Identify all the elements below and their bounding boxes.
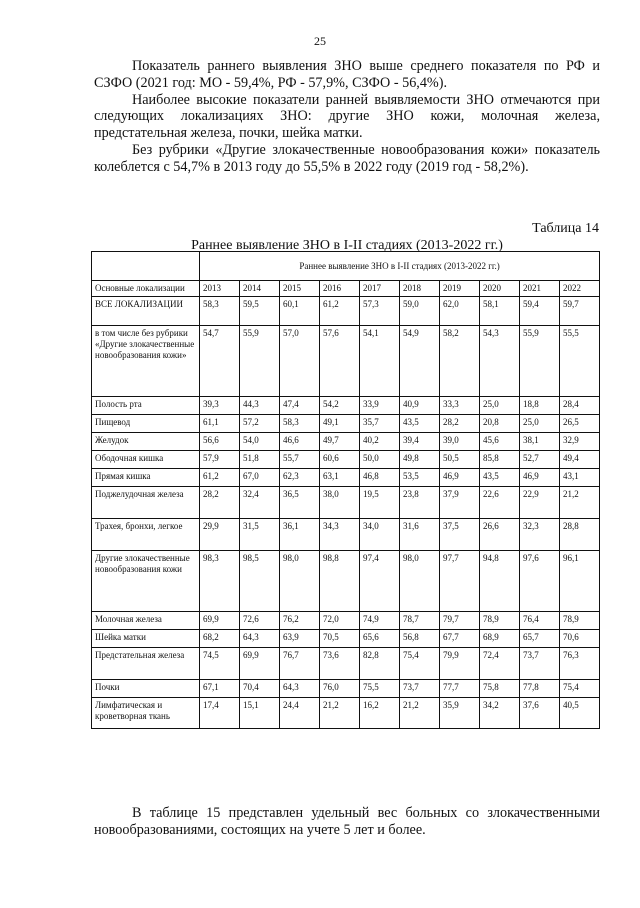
table-cell: 38,1 xyxy=(520,433,560,451)
table-cell: 65,6 xyxy=(360,630,400,648)
paragraph: Без рубрики «Другие злокачественные новообразования кожи» показатель колеблется с 54,7% в 2013 году до 55,5% в 2022 году (2019 год - 58,2%). xyxy=(94,141,600,175)
table-cell: 75,4 xyxy=(400,648,440,680)
table-cell: 97,7 xyxy=(440,551,480,612)
table-cell: 58,3 xyxy=(200,297,240,326)
table-cell: 43,1 xyxy=(560,469,600,487)
table-cell: 70,6 xyxy=(560,630,600,648)
table-cell: 57,2 xyxy=(240,415,280,433)
table-cell: 54,0 xyxy=(240,433,280,451)
table-cell: 98,3 xyxy=(200,551,240,612)
table-cell: 76,4 xyxy=(520,612,560,630)
table-cell: 21,2 xyxy=(400,698,440,729)
table-cell: 50,5 xyxy=(440,451,480,469)
year-header: 2017 xyxy=(360,281,400,297)
table-cell: 22,6 xyxy=(480,487,520,519)
table-cell: 49,8 xyxy=(400,451,440,469)
table-cell: 15,1 xyxy=(240,698,280,729)
table-cell: 32,9 xyxy=(560,433,600,451)
table-cell: 22,9 xyxy=(520,487,560,519)
row-label: ВСЕ ЛОКАЛИЗАЦИИ xyxy=(92,297,200,326)
table-cell: 76,2 xyxy=(280,612,320,630)
table-cell: 76,3 xyxy=(560,648,600,680)
table-cell: 63,1 xyxy=(320,469,360,487)
table-cell: 72,0 xyxy=(320,612,360,630)
year-header: 2020 xyxy=(480,281,520,297)
paragraph: Наиболее высокие показатели ранней выявляемости ЗНО отмечаются при следующих локализациях ЗНО: другие ЗНО кожи, молочная железа, предстательная железа, почки, шейка матки. xyxy=(94,91,600,142)
table-cell: 54,3 xyxy=(480,326,520,397)
paragraph: Показатель раннего выявления ЗНО выше среднего показателя по РФ и СЗФО (2021 год: МО - 59,4%, РФ - 57,9%, СЗФО - 56,4%). xyxy=(94,58,600,91)
table-cell: 73,6 xyxy=(320,648,360,680)
table-cell: 74,5 xyxy=(200,648,240,680)
table-row xyxy=(92,630,600,648)
table-cell: 58,1 xyxy=(480,297,520,326)
table-cell: 59,0 xyxy=(400,297,440,326)
table-cell: 46,9 xyxy=(440,469,480,487)
table-cell: 32,3 xyxy=(520,519,560,551)
group-header: Раннее выявление ЗНО в I-II стадиях (2013-2022 гг.) xyxy=(200,252,600,281)
table-cell: 55,9 xyxy=(240,326,280,397)
table-row xyxy=(92,397,600,415)
table-cell: 34,2 xyxy=(480,698,520,729)
table-cell: 57,0 xyxy=(280,326,320,397)
table-cell: 43,5 xyxy=(400,415,440,433)
table-cell: 52,7 xyxy=(520,451,560,469)
table-row xyxy=(92,519,600,551)
table-row xyxy=(92,551,600,612)
table-cell: 54,2 xyxy=(320,397,360,415)
table-cell: 35,9 xyxy=(440,698,480,729)
table-cell: 69,9 xyxy=(200,612,240,630)
table-cell: 74,9 xyxy=(360,612,400,630)
year-header: 2022 xyxy=(560,281,600,297)
table-cell: 33,9 xyxy=(360,397,400,415)
table-cell: 76,0 xyxy=(320,680,360,698)
table-row xyxy=(92,680,600,698)
table-cell: 76,7 xyxy=(280,648,320,680)
table-cell: 62,0 xyxy=(440,297,480,326)
closing-text xyxy=(94,805,600,839)
row-label: в том числе без рубрики «Другие злокачественные новообразования кожи» xyxy=(92,326,200,397)
table-cell: 35,7 xyxy=(360,415,400,433)
table-cell: 78,9 xyxy=(560,612,600,630)
table-cell: 34,0 xyxy=(360,519,400,551)
table-cell: 59,5 xyxy=(240,297,280,326)
table-cell: 51,8 xyxy=(240,451,280,469)
row-label: Другие злокачественные новообразования кожи xyxy=(92,551,200,612)
table-cell: 98,8 xyxy=(320,551,360,612)
row-label: Ободочная кишка xyxy=(92,451,200,469)
table-cell: 16,2 xyxy=(360,698,400,729)
table-cell: 55,5 xyxy=(560,326,600,397)
table-cell: 46,8 xyxy=(360,469,400,487)
table-cell: 73,7 xyxy=(400,680,440,698)
table-cell: 73,7 xyxy=(520,648,560,680)
row-label: Предстательная железа xyxy=(92,648,200,680)
table-cell: 21,2 xyxy=(320,698,360,729)
table-cell: 20,8 xyxy=(480,415,520,433)
table-cell: 40,5 xyxy=(560,698,600,729)
table-cell: 56,6 xyxy=(200,433,240,451)
table-cell: 57,9 xyxy=(200,451,240,469)
table-cell: 18,8 xyxy=(520,397,560,415)
table-cell: 98,0 xyxy=(280,551,320,612)
table-cell: 61,2 xyxy=(320,297,360,326)
table-cell: 59,4 xyxy=(520,297,560,326)
row-label: Лимфатическая и кроветворная ткань xyxy=(92,698,200,729)
table-cell: 36,5 xyxy=(280,487,320,519)
table-cell: 61,2 xyxy=(200,469,240,487)
table-cell: 85,8 xyxy=(480,451,520,469)
table-cell: 98,5 xyxy=(240,551,280,612)
table-cell: 77,7 xyxy=(440,680,480,698)
table-row xyxy=(92,648,600,680)
year-header: 2016 xyxy=(320,281,360,297)
table-cell: 97,4 xyxy=(360,551,400,612)
table-row xyxy=(92,487,600,519)
table-cell: 64,3 xyxy=(280,680,320,698)
table-cell: 55,9 xyxy=(520,326,560,397)
table-cell: 56,8 xyxy=(400,630,440,648)
year-header: 2013 xyxy=(200,281,240,297)
table-cell: 29,9 xyxy=(200,519,240,551)
table-cell: 46,9 xyxy=(520,469,560,487)
table-cell: 64,3 xyxy=(240,630,280,648)
table-cell: 79,7 xyxy=(440,612,480,630)
table-cell: 31,5 xyxy=(240,519,280,551)
table-cell: 25,0 xyxy=(520,415,560,433)
table-cell: 28,4 xyxy=(560,397,600,415)
table-cell: 58,2 xyxy=(440,326,480,397)
table-cell: 37,6 xyxy=(520,698,560,729)
table-cell: 34,3 xyxy=(320,519,360,551)
table-cell: 37,5 xyxy=(440,519,480,551)
table-cell: 96,1 xyxy=(560,551,600,612)
table-cell: 75,8 xyxy=(480,680,520,698)
row-label: Молочная железа xyxy=(92,612,200,630)
year-header: 2021 xyxy=(520,281,560,297)
table-cell: 33,3 xyxy=(440,397,480,415)
row-header: Основные локализации xyxy=(92,281,200,297)
page-number: 25 xyxy=(314,34,326,48)
table-cell: 70,4 xyxy=(240,680,280,698)
table-cell: 49,7 xyxy=(320,433,360,451)
row-label: Полость рта xyxy=(92,397,200,415)
table-cell: 40,2 xyxy=(360,433,400,451)
table-cell: 32,4 xyxy=(240,487,280,519)
table-cell: 47,4 xyxy=(280,397,320,415)
table-cell: 97,6 xyxy=(520,551,560,612)
table-cell: 72,4 xyxy=(480,648,520,680)
table-cell: 38,0 xyxy=(320,487,360,519)
table-cell: 46,6 xyxy=(280,433,320,451)
table-cell: 28,2 xyxy=(440,415,480,433)
header-blank-cell xyxy=(92,252,200,281)
table-cell: 44,3 xyxy=(240,397,280,415)
table-cell: 68,2 xyxy=(200,630,240,648)
row-label: Почки xyxy=(92,680,200,698)
table-cell: 19,5 xyxy=(360,487,400,519)
table-cell: 68,9 xyxy=(480,630,520,648)
row-label: Пищевод xyxy=(92,415,200,433)
table-cell: 58,3 xyxy=(280,415,320,433)
table-cell: 69,9 xyxy=(240,648,280,680)
year-header: 2015 xyxy=(280,281,320,297)
table-row xyxy=(92,415,600,433)
year-header: 2018 xyxy=(400,281,440,297)
intro-text xyxy=(94,58,600,176)
table-cell: 70,5 xyxy=(320,630,360,648)
table-row xyxy=(92,433,600,451)
table-cell: 17,4 xyxy=(200,698,240,729)
table-cell: 50,0 xyxy=(360,451,400,469)
table-cell: 65,7 xyxy=(520,630,560,648)
table-cell: 77,8 xyxy=(520,680,560,698)
table-cell: 63,9 xyxy=(280,630,320,648)
data-table xyxy=(91,251,600,729)
table-row xyxy=(92,297,600,326)
table-header-row xyxy=(92,252,600,281)
table-cell: 28,8 xyxy=(560,519,600,551)
table-row xyxy=(92,326,600,397)
table-row xyxy=(92,612,600,630)
table-cell: 26,6 xyxy=(480,519,520,551)
table-cell: 39,4 xyxy=(400,433,440,451)
table-cell: 75,5 xyxy=(360,680,400,698)
table-cell: 57,6 xyxy=(320,326,360,397)
table-cell: 67,7 xyxy=(440,630,480,648)
table-cell: 37,9 xyxy=(440,487,480,519)
table-cell: 94,8 xyxy=(480,551,520,612)
table-cell: 75,4 xyxy=(560,680,600,698)
table-cell: 59,7 xyxy=(560,297,600,326)
table-cell: 23,8 xyxy=(400,487,440,519)
row-label: Поджелудочная железа xyxy=(92,487,200,519)
table-cell: 61,1 xyxy=(200,415,240,433)
row-label: Шейка матки xyxy=(92,630,200,648)
row-label: Прямая кишка xyxy=(92,469,200,487)
table-cell: 25,0 xyxy=(480,397,520,415)
table-cell: 21,2 xyxy=(560,487,600,519)
table-cell: 24,4 xyxy=(280,698,320,729)
table-cell: 54,9 xyxy=(400,326,440,397)
table-cell: 28,2 xyxy=(200,487,240,519)
table-cell: 39,0 xyxy=(440,433,480,451)
row-label: Желудок xyxy=(92,433,200,451)
table-cell: 39,3 xyxy=(200,397,240,415)
table-cell: 45,6 xyxy=(480,433,520,451)
table-row xyxy=(92,469,600,487)
table-cell: 67,1 xyxy=(200,680,240,698)
table-cell: 43,5 xyxy=(480,469,520,487)
table-cell: 78,9 xyxy=(480,612,520,630)
table-cell: 36,1 xyxy=(280,519,320,551)
table-cell: 79,9 xyxy=(440,648,480,680)
table-cell: 78,7 xyxy=(400,612,440,630)
table-cell: 82,8 xyxy=(360,648,400,680)
table-title: Раннее выявление ЗНО в I-II стадиях (2013-2022 гг.) xyxy=(191,238,503,253)
table-cell: 54,1 xyxy=(360,326,400,397)
table-cell: 60,6 xyxy=(320,451,360,469)
table-cell: 31,6 xyxy=(400,519,440,551)
years-header-row xyxy=(92,281,600,297)
table-cell: 53,5 xyxy=(400,469,440,487)
year-header: 2014 xyxy=(240,281,280,297)
row-label: Трахея, бронхи, легкое xyxy=(92,519,200,551)
table-cell: 60,1 xyxy=(280,297,320,326)
closing-paragraph: В таблице 15 представлен удельный вес больных со злокачественными новообразованиями, состоящих на учете 5 лет и более. xyxy=(94,805,600,838)
table-row xyxy=(92,698,600,729)
table-cell: 40,9 xyxy=(400,397,440,415)
table-cell: 26,5 xyxy=(560,415,600,433)
table-cell: 57,3 xyxy=(360,297,400,326)
table-cell: 49,1 xyxy=(320,415,360,433)
table-cell: 67,0 xyxy=(240,469,280,487)
year-header: 2019 xyxy=(440,281,480,297)
table-cell: 72,6 xyxy=(240,612,280,630)
table-row xyxy=(92,451,600,469)
table-cell: 62,3 xyxy=(280,469,320,487)
table-label: Таблица 14 xyxy=(532,221,599,236)
table-cell: 54,7 xyxy=(200,326,240,397)
table-cell: 98,0 xyxy=(400,551,440,612)
table-cell: 55,7 xyxy=(280,451,320,469)
table-cell: 49,4 xyxy=(560,451,600,469)
